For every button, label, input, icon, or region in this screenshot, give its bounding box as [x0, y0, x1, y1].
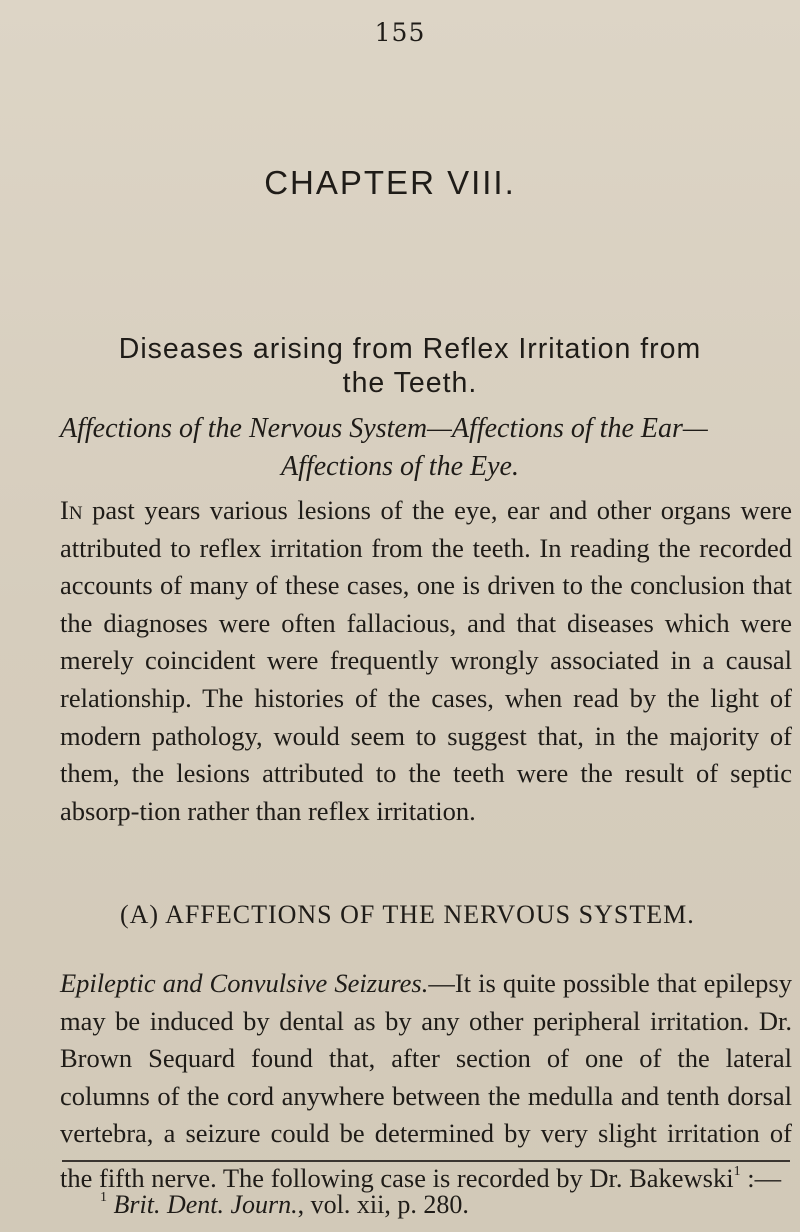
section-heading-nervous-system: (A) AFFECTIONS OF THE NERVOUS SYSTEM.: [120, 900, 695, 929]
footnote-reference: 1: [733, 1163, 741, 1179]
paragraph-epileptic-lead: Epileptic and Convulsive Seizures.: [60, 968, 429, 998]
paragraph-intro-text: past years various lesions of the eye, ear and other organs were attributed to reflex irritation from the teeth. In reading the recorded accounts of many of these cases, one is driven to the conclusion that the diagnoses were often fallacious, and that diseases which were merely coincident were frequently wrongly associated in a causal relationship. The histories of the cases, when read by the light of modern pathology, would seem to suggest that, in the majority of them, the lesions attributed to the teeth were the result of septic absorp-tion rather than reflex irritation.: [60, 495, 792, 826]
section-title-line-2: the Teeth.: [342, 367, 478, 399]
footnote-journal: Brit. Dent. Journ.: [113, 1190, 298, 1219]
section-title: [60, 332, 760, 400]
paragraph-intro: [60, 492, 792, 830]
subtitle: [60, 410, 800, 486]
paragraph-epileptic: [60, 965, 792, 1198]
paragraph-initial: In: [60, 495, 83, 525]
footnote-rest: , vol. xii, p. 280.: [297, 1190, 469, 1219]
footnote-marker: 1: [100, 1190, 107, 1205]
subtitle-line-2: Affections of the Eye.: [281, 451, 519, 482]
page-number: 155: [374, 18, 426, 47]
section-title-line-1: Diseases arising from Reflex Irritation from: [118, 333, 702, 365]
chapter-title: CHAPTER VIII.: [264, 164, 516, 201]
footnote: [100, 1190, 469, 1220]
subtitle-line-1: Affections of the Nervous System—Affections of the Ear—: [60, 413, 708, 444]
footnote-divider: [62, 1160, 790, 1162]
paragraph-epileptic-ending: :—: [740, 1162, 782, 1193]
paragraph-epileptic-text: —It is quite possible that epilepsy may be induced by dental as by any other peripheral irritation. Dr. Brown Sequard found that, after section of one of the lateral columns of the cord anywhere between the medulla and tenth dorsal vertebra, a seizure could be determined by very slight irritation of the fifth nerve. The following case is recorded by Dr. Bakewski: [60, 968, 792, 1193]
